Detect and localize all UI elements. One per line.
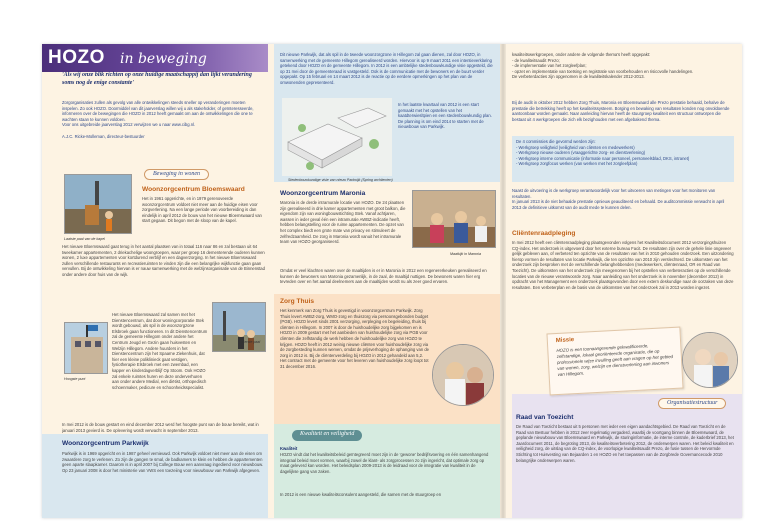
- photo-eerste-paal: [212, 302, 266, 352]
- caption-stedenbouw: Stedenbouwkundige visie van nieuw Parkwijk (Spring architecten): [288, 178, 393, 182]
- text-bloemswaard-2: Het nieuwe Bloemswaard gaat terug in het aantal plaatsen van in totaal 116 naar 86 en zal bestaan uit 64 tweekamer appartementen, 2 driekachelige woongroepen, waar per groep 16 dementerende ouderen kunnen wonen, 2 luxe appartementen voor kortdurend verblijf en een dagverzorging. In het nieuwe Bloemswaard zullen verschillende restaurants en recreatieruimten te vinden zijn die een belangrijke wijkfunctie gaan gaan vervullen. Bij de ontwikkeling hiervan is er nauw samenwerking met de welzijnsorganisatie van de Binnenstad onder andere door huis van de wijk.: [62, 244, 265, 277]
- text-missie: HOZO is een toonaangevende gekwalificeerde, zelfstandige, lokaal georiënteerde organisatie, die op professionele wijze invulling geeft aan vragen op het gebied van wonen, zorg, welzijn en dienstverlening aan inwoners van Hillegom.: [556, 343, 674, 378]
- photo-maronia: [412, 190, 496, 248]
- banner-title: HOZO: [48, 47, 105, 68]
- caption-maronia: Maatkijk in Maronia: [450, 252, 481, 256]
- text-clientenraadpleging: In mei 2012 heeft een cliëntenraadpleging plaatsgevonden volgens het Kwaliteitsdocument 2012 verzorgingshuizen CQ-index. Het onderzoek is uitgevoerd door het externe bureau Facit. De resultaten zijn over de gehele linie ongeveer gelijk gebleven aan, of verbeterd ten opzichte van de resultaten van het in 2010 gehouden onderzoek. Een uitzondering hierop vormen de resultaten van locatie Parkwijk, die ten opzichte van 2010 zijn verslechterd. De uitkomsten van het onderzoek zijn besproken met de verschillende belanghebbenden (medewerkers, cliëntenraad, OR en Raad van Toezicht). De uitkomsten van het onderzoek zijn meegenomen bij het opstellen van verbeteracties op de verschillende locaties van de nieuwe verantwoorde zorg. Naar aanleiding van het onderzoek is in november (december 2012) in opdracht van het Management een onderzoek plaatsgevonden door een extern deskundige naar de oorzaken van deze resultaten. Een verbeterplan en de basis van de uitkomsten van het onderzoek zal in 2013 worden ingezet.: [512, 240, 734, 290]
- heading-maronia: Woonzorgcentrum Maronia: [280, 190, 366, 197]
- text-bloemswaard-4: In mei 2012 is de bouw gestart en eind december 2012 werd het hoogste punt van de bouw bereikt, wat in januari 2013 gevierd is. De oplevering wordt verwacht in september 2013.: [62, 422, 259, 433]
- heading-missie: Missie: [555, 337, 575, 345]
- caption-eerste-paal: Eerste paal: [242, 340, 261, 344]
- photo-missie: [682, 332, 738, 388]
- banner-subtitle: in beweging: [120, 51, 207, 67]
- intro-body: Zorgorganisaties zullen als gevolg van alle ontwikkelingen steeds sneller op veranderingen moeten inspelen. Zo ook HOZO. Doormiddel van dit jaarverslag willen wij u als stakeholder, of geïnteresseerde, informeren over de bewegingen die HOZO in 2012 heeft gemaakt om aan de ontwikkelingen die one te wachten staan te kunnen voldoen. Voor ons uitgebreide jaarverslag 2012 verwijzen we u naar www.cibg.nl. A.J.C. Ricke-Molleman, directeur-bestuurder: [62, 100, 254, 139]
- text-maronia: Maronia is de derde intramurale locatie van HOZO. De 24 plaatsen zijn gerealiseerd in drie kamer appartementen met groot balkon, die eigendom zijn van woningbouwstichting Stek. Vanaf achtjaren, wassen in ieder geval één een intramurale AWBZ-indicatie heeft, hebben belangstelling voor de ruime appartementen. De opzet van het complex biedt een grote mate van privacy en stimuleert de zelfredzaamheid. De zorg in Maronia wordt vanuit het intramurale team van HOZO georganiseerd.: [280, 200, 406, 245]
- text-kwaliteit-2: In 2012 is een nieuwe kwaliteitsconsulent aangesteld, die samen met de stuurgroep en: [280, 492, 442, 497]
- photo-kapel: [64, 174, 132, 234]
- text-monitoring: Naast de uitvoering is de werkgroep verantwoordelijk voor het uitvoeren van metingen voor het monitoren van resultaten. In januari 2013 is de niet behaalde prestatie opnieuw geauditeerd en behaald. De auditcommissie verwacht in april 2013 de definitieve uitkomst van de audit mede te kunnen delen.: [512, 188, 725, 210]
- text-parkwijk-plan: Dit nieuwe Parkwijk, dat als spil in de tweede woonzorgzone in Hillegom zal gaan dienen, zal door HOZO, in samenwerking met de gemeente Hillegom gerealiseerd worden. Hiervoor is op 9 maart 2011 een intentieverklaring getekend door HOZO en de gemeente Hillegom. In 2012 is een ambtelijke stedenbouwkundige visie opgesteld, die op 31 mei door de gemeenteraad is vastgesteld. Ook is de communicatie met de bewoners en de buurt verder opgepakt. Op 15 februari en 14 maart 2012 is de reactie op de eerdere opmerkingen op het plan van de omwonenden gepresenteerd.: [280, 52, 493, 85]
- missie-card: [546, 327, 683, 396]
- text-kwaliteit-themas: kwaliteitswerkgroepen, onder andere de volgende thema's heeft opgepakt: - de kwaliteitsaudit Prezo; - de implementatie van het zorgleefplan; - opzet en implementatie van toetsing en registratie van voorbehouden en risicovolle handelingen. De verbeterdacties zijn opgenomen in de kwaliteitskalender 2012-2013.: [512, 52, 694, 80]
- pill-organisatie: Organisatiestructuur: [658, 398, 726, 409]
- heading-toezicht: Raad van Toezicht: [516, 414, 574, 421]
- text-audit: Bij de audit in oktober 2012 hebben Zorg Thuis, Maronia en Bloemswaard alle Prezo prestatie behaald, behalve de prestatie die betrekking heeft op het kwaliteitssysteem. Borging en bewaking van resultaten konden nog onvoldoende aantoonbaar worden gemaakt. Naar aanleiding hiervan heeft de stuurgroep kwaliteit een structuur ontworpen die bestaat uit 4 werkgroepen die zich elk bezighouden met een afgebakend thema.: [512, 100, 730, 122]
- kwaliteit-lead: Kwaliteit: [280, 446, 298, 451]
- caption-kapel: Laatste paal van de kapel: [64, 237, 105, 241]
- text-bloemswaard-3: Het nieuwe Bloemswaard zal samen met het Dienstencentrum, dat door woningcorporatie Stek wordt gebouwd, als spil in de woonzorgzone Elsbroek gaan functioneren. In dit Dienstencentrum zal de gemeente Hillegom onder andere het Centrum Jeugd en Gezin gaan huisvesten en Welzijn Hillegom. Andere huurders in het Dienstencentrum zijn het Spaarne Ziekenhuis, dat hier een kleine poliklinieck gaat vestigen, fysiotherapie Elsbroek met een zwembad, een kapper en kinderdagverblijf Op Stoom. Ook HOZO zal enkele ruimtes huren en deze onderverhuren aan onder andere Medial, een diëtist, orthopedisch schoenmaker, pedicure en schoonheidsspecialist.: [112, 312, 208, 390]
- text-bloemswaard: Het in 1961 opgerichte, en in 1979 gerenoveerde woonzorgcentrum voldoet niet meer aan de huidige eisen voor zorgverlening. Na een lange periode van voorbereiding is dan eindelijk in april 2012 de bouw van het nieuwe Bloemswaard van start gegaan. Dit begon met de sloop van de kapel.: [142, 196, 262, 224]
- photo-stedenbouw: [282, 98, 392, 176]
- caption-hoogste-punt: Hoogste punt: [64, 377, 86, 381]
- text-toezicht: De Raad van Toezicht bestaat uit 5 personen met ieder een eigen aandachtsgebied. De Raad van Toezicht en de Raad van Bestuur hebben in 2012 zeer regelmatig vergaderd, waarbij de voortgang binnen de Bloemswaard, de geplande nieuwbouw van Bloemswaard en Parkwijk, de sturinginformatie, de interne controle, de kaderbrief 2013, het Jaardocument 2011, de begroting 2013, de kwaliteitsverbetering 2012, de onderwerpen waren. Het beleid kwaliteit en veiligheid zorg, de uitslag van de CQ-index, de voorlopige kwaliteitsaudit Prezo, de fusie tussen de Hervormde Stichting tot Huisvesting van Bejaarden 1 en HOZO en het toepassen van de Zorgbrede Governancecode 2010 belangrijke onderwerpen waren.: [516, 424, 734, 463]
- brochure-spread: [42, 44, 742, 518]
- heading-bloemswaard: Woonzorgcentrum Bloemswaard: [142, 186, 245, 193]
- pill-kwaliteit: Kwaliteit en veiligheid: [292, 430, 362, 441]
- pill-wonen: Beweging in wonen: [144, 169, 209, 180]
- photo-hoogste-punt: [64, 322, 108, 374]
- intro-quote: 'Als wij onze blik richten op onze huidige maatschappij dan lijkt verandering soms nog de enige constante': [62, 72, 252, 86]
- title-banner: [42, 44, 268, 72]
- heading-clientenraadpleging: Cliëntenraadpleging: [512, 230, 576, 237]
- text-parkwijk: Parkwijk is in 1969 opgericht en in 1987 geheel vernieuwd. Ook Parkwijk voldoet niet meer aan de eisen om zwaardere zorg te verlenen. Zo zijn de gangen te smal, de badkamers te klein en hebben de appartementen geen aparte slaapkamer. Daarom is in april 2007 bij College Bouw een aanvraag ingediend voor nieuwbouw. Op 23 januari 2008 is door het ministerie van VWS een toezeiing voor nieuwbouw van Parkwijk afgegeven.: [62, 451, 264, 473]
- photo-zorgthuis: [432, 344, 494, 406]
- heading-parkwijk: Woonzorgcentrum Parkwijk: [62, 440, 149, 447]
- page-spine: [500, 44, 506, 518]
- text-kwaliteit: HOZO vindt dat het kwaliteitsbeleid geïntegreerd moet zijn in de 'gewone' bedrijfsvoering en één samenhangend integraal beleid moet vormen, waarbij zowel de klant- als zorgprocessen zo zijn ingericht, dat optimale zorg op maat geleverd kan worden. Het beleidsplan 2009-2013 is de leidraad voor de integratie van kwaliteit in de dagelijkse gang van zaken.: [280, 452, 489, 474]
- text-commissies: De 4 commissies die gevormd werden zijn: - Werkgroep veiligheid (veiligheid van cliënten en medewerkers) - Werkgroep nieuwe ouderen (vraaggerichte zorg- en dienstverlening) - Werkgroep interne communicatie (informatie naar personeel, personeelsblad, DKS, intranet) - Werkgroep zorgfocus werken (van werken met het zorgleefplan): [516, 139, 690, 167]
- text-maronia-2: Omdat er veel klachten waren over de maaltijden is er in Maronia in 2012 een regenererkeuken gerealiseerd en kunnen de bewoners van Maronia gezamenlijk, in de zaal, de maaltijd nuttigen. De bewoners waren hier erg tevreden over en het aantal deelnemers aan de maaltijden wordt nu als zeer goed ervaren.: [280, 268, 487, 285]
- heading-zorgthuis: Zorg Thuis: [280, 298, 315, 305]
- text-parkwijk-planning: In het laatste kwartaal van 2012 is een start gemaakt met het opstellen van het kaatdterwiesltpien en een stedenbouwkundig plan. De planning is om eind 2014 te starten met de nieuwbouw van Parkwijk.: [398, 102, 492, 130]
- text-zorgthuis: Het kenmerk van Zorg Thuis is gevestigd in woonzorgcentrum Parkwijk. Zorg Thuis levert AWBZ-zorg, WMO-zorg en thuiszorg via persoonsgebonden budget (PGB). HOZO levert sinds 2001 verzorging, verpleging en begeleiding, thuis bij cliënten in Hillegom. In 2007 is door de huishoudelijke zorg bijgekomen en is HOZO in 2009 gestart met het aanbieden van huishoudelijke zorg via PGB voor cliënten die zelfstandig de werk hebben de huishoudelijke zorg van HOZO te krijgen. HOZO heeft in 2012 weinig nieuwe cliënten voor huishoudelijke zorg via de zorgbesteding kunnen werven, omdat de prijsverhoging de ophanging van de zorg in 2012 is. Bij de cliëntenverdeling bij HOZO in 2012 gehandeld aan 5,2. Het contract met de gemeente voor het leveren van huishoudelijke zorg loopt tot 31 december 2016.: [280, 308, 429, 369]
